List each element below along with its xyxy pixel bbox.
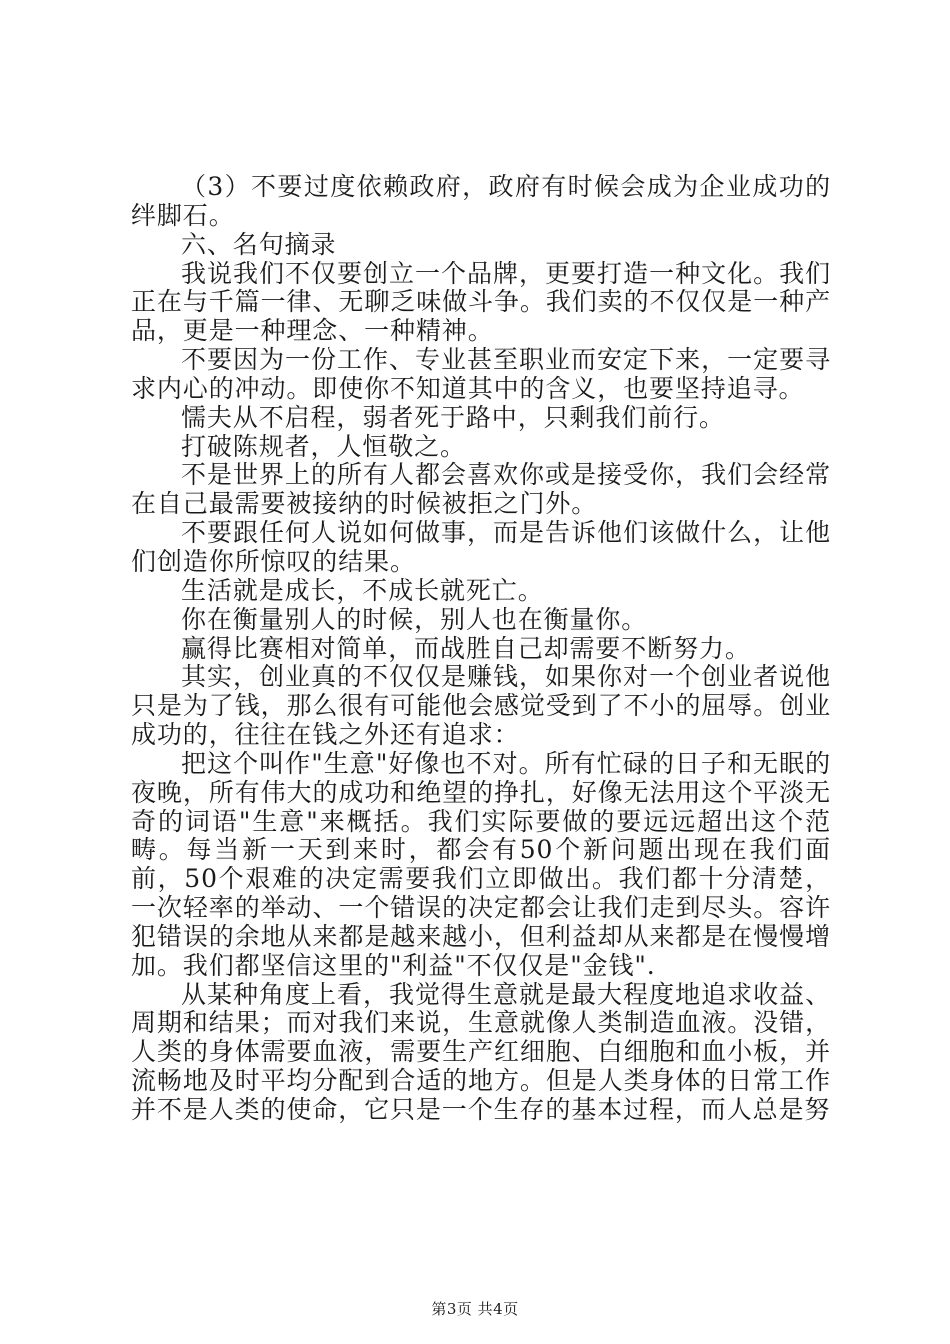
- quote-paragraph: 把这个叫作"生意"好像也不对。所有忙碌的日子和无眠的夜晚，所有伟大的成功和绝望的挣扎，好像无法用这个平淡无奇的词语"生意"来概括。我们实际要做的要远远超出这个范畴。每当新一天到来时，都会有50个新问题出现在我们面前，50个艰难的决定需要我们立即做出。我们都十分清楚，一次轻率的举动、一个错误的决定都会让我们走到尽头。容许犯错误的余地从来都是越来越小，但利益却从来都是在慢慢增加。我们都坚信这里的"利益"不仅仅是"金钱".: [131, 748, 831, 980]
- section-heading-quotes: 六、名句摘录: [181, 229, 337, 259]
- quote-paragraph: 你在衡量别人的时候，别人也在衡量你。: [181, 604, 648, 634]
- quote-paragraph: 赢得比赛相对简单，而战胜自己却需要不断努力。: [181, 633, 751, 663]
- quote-paragraph: 生活就是成长，不成长就死亡。: [181, 575, 544, 605]
- document-body: [131, 173, 831, 1125]
- page-number-footer: 第3页 共4页: [431, 1300, 519, 1318]
- quote-paragraph: 我说我们不仅要创立一个品牌，更要打造一种文化。我们正在与千篇一律、无聊乏味做斗争。我们卖的不仅仅是一种产品，更是一种理念、一种精神。: [131, 258, 831, 346]
- quote-paragraph: 从某种角度上看，我觉得生意就是最大程度地追求收益、周期和结果；而对我们来说，生意就像人类制造血液。没错，人类的身体需要血液，需要生产红细胞、白细胞和血小板，并流畅地及时平均分配到合适的地方。但是人类身体的日常工作并不是人类的使命，它只是一个生存的基本过程，而人总是努: [131, 979, 831, 1124]
- quote-paragraph: 其实，创业真的不仅仅是赚钱，如果你对一个创业者说他只是为了钱，那么很有可能他会感觉受到了不小的屈辱。创业成功的，往往在钱之外还有追求：: [131, 662, 831, 750]
- quote-paragraph: 懦夫从不启程，弱者死于路中，只剩我们前行。: [181, 402, 725, 432]
- quote-paragraph: 打破陈规者，人恒敬之。: [181, 431, 466, 461]
- paragraph-point-3: （3）不要过度依赖政府，政府有时候会成为企业成功的绊脚石。: [131, 172, 831, 230]
- quote-paragraph: 不是世界上的所有人都会喜欢你或是接受你，我们会经常在自己最需要被接纳的时候被拒之门外。: [131, 460, 831, 519]
- quote-paragraph: 不要跟任何人说如何做事，而是告诉他们该做什么，让他们创造你所惊叹的结果。: [131, 518, 831, 576]
- quote-paragraph: 不要因为一份工作、专业甚至职业而安定下来，一定要寻求内心的冲动。即使你不知道其中的含义，也要坚持追寻。: [131, 345, 831, 403]
